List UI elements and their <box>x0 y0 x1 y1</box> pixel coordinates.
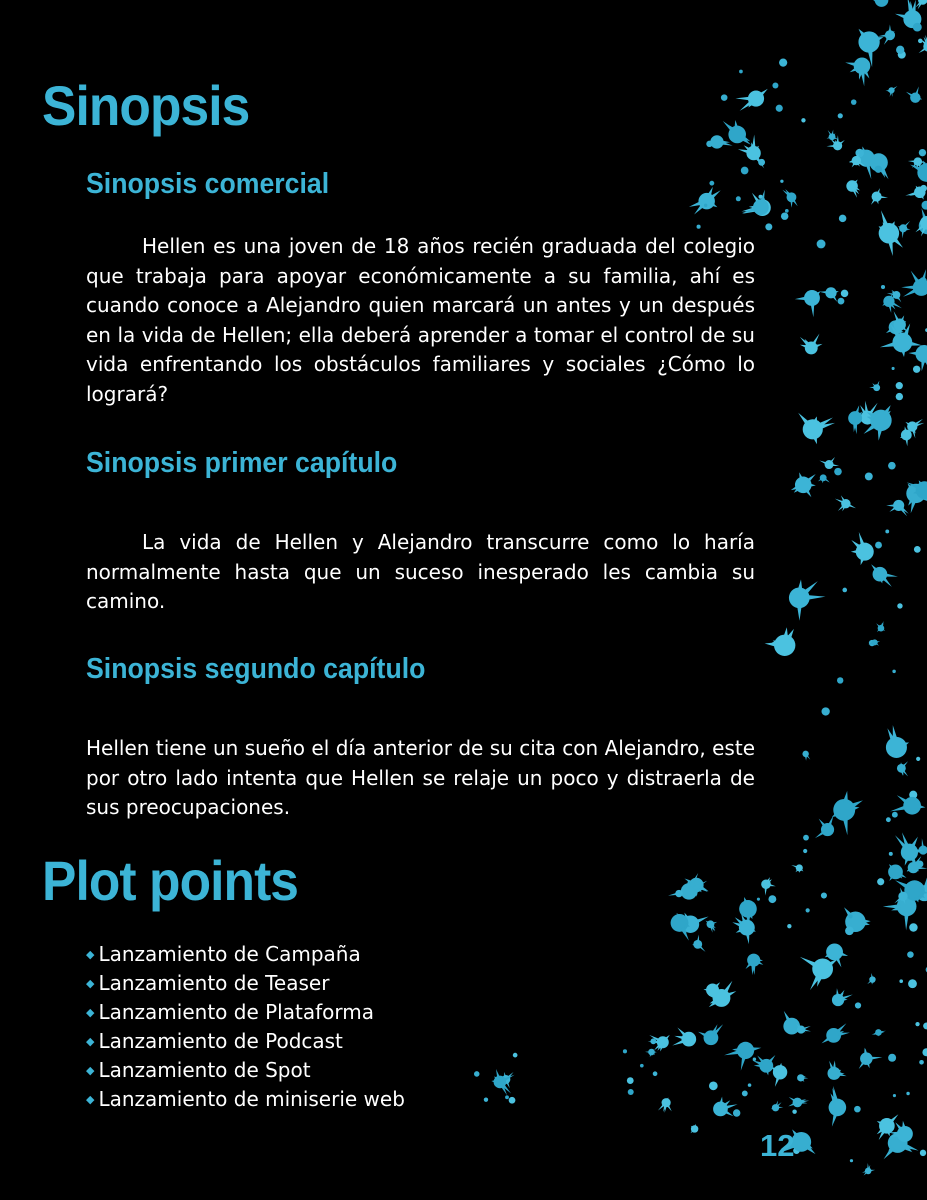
list-item: ◆ Lanzamiento de Teaser <box>86 971 330 995</box>
heading-sinopsis-primer-capitulo: Sinopsis primer capítulo <box>86 447 398 479</box>
list-item: ◆ Lanzamiento de Spot <box>86 1058 311 1082</box>
list-item: ◆ Lanzamiento de Plataforma <box>86 1000 374 1024</box>
sinopsis-comercial-text: Hellen es una joven de 18 años recién graduada del colegio que trabaja para apoyar económicamente a su familia, ahí es cuando conoce a Alejandro quien marcará un antes y un después en la vida de Hellen; ella deberá aprender a tomar el control de su vida enfrentando los obstáculos familiares y sociales ¿Cómo lo logrará? <box>86 234 755 406</box>
sinopsis-segundo-capitulo-text: Hellen tiene un sueño el día anterior de su cita con Alejandro, este por otro lado intenta que Hellen se relaje un poco y distraerla de sus preocupaciones. <box>86 736 755 819</box>
heading-sinopsis-comercial: Sinopsis comercial <box>86 168 330 200</box>
diamond-bullet-icon: ◆ <box>86 1035 95 1048</box>
diamond-bullet-icon: ◆ <box>86 1006 95 1019</box>
diamond-bullet-icon: ◆ <box>86 1064 95 1077</box>
diamond-bullet-icon: ◆ <box>86 948 95 961</box>
list-item: ◆ Lanzamiento de Campaña <box>86 942 361 966</box>
plot-points-list <box>86 940 405 1114</box>
heading-sinopsis-segundo-capitulo: Sinopsis segundo capítulo <box>86 653 426 685</box>
diamond-bullet-icon: ◆ <box>86 977 95 990</box>
diamond-bullet-icon: ◆ <box>86 1093 95 1106</box>
list-item: ◆ Lanzamiento de Podcast <box>86 1029 343 1053</box>
page-title-sinopsis: Sinopsis <box>42 74 250 137</box>
page-number: 12 <box>760 1128 795 1163</box>
sinopsis-primer-capitulo-text: La vida de Hellen y Alejandro transcurre como lo haría normalmente hasta que un suceso inesperado les cambia su camino. <box>86 530 755 613</box>
list-item: ◆ Lanzamiento de miniserie web <box>86 1087 405 1111</box>
page-title-plot-points: Plot points <box>42 849 299 912</box>
